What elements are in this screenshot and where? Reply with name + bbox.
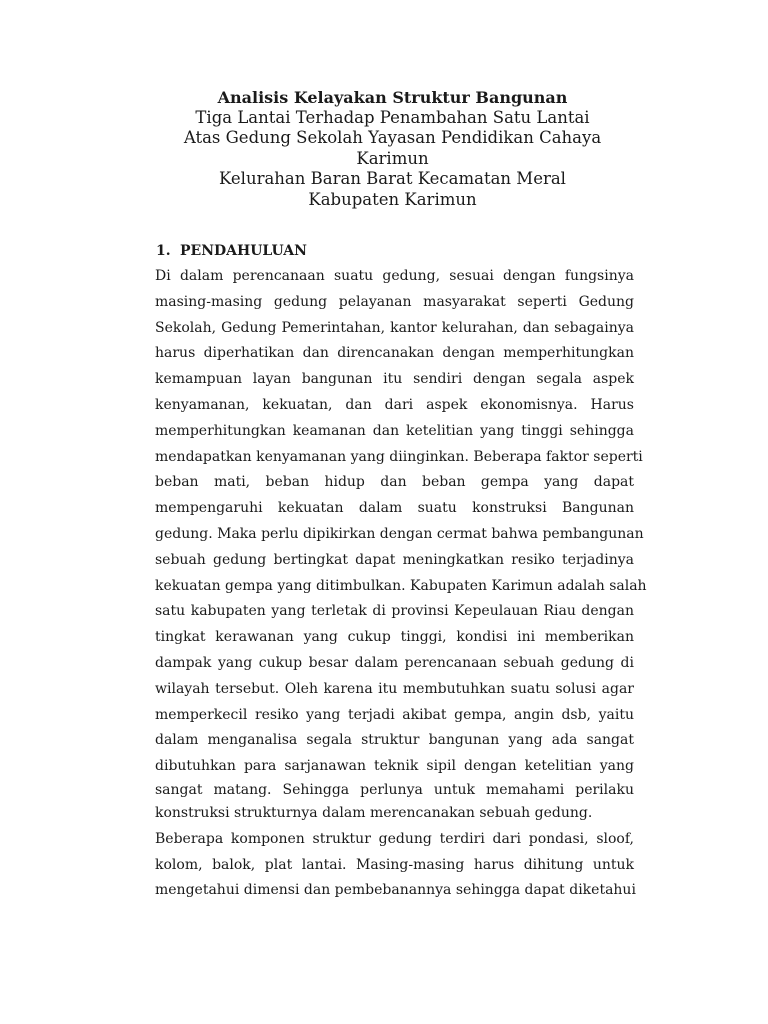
text-line: dampak yang cukup besar dalam perencanaan sebuah gedung di <box>155 654 634 671</box>
text-line: sangat matang. Sehingga perlunya untuk memahami perilaku <box>155 781 634 798</box>
text-line: kemampuan layan bangunan itu sendiri dengan segala aspek <box>155 371 634 388</box>
text-line: Di dalam perencanaan suatu gedung, sesuai dengan fungsinya <box>155 268 634 284</box>
text-line: masing-masing gedung pelayanan masyarakat seperti Gedung <box>155 293 634 310</box>
text-line: Sekolah, Gedung Pemerintahan, kantor kelurahan, dan sebagainya <box>155 319 634 336</box>
section-title: PENDAHULUAN <box>180 243 307 259</box>
subtitle-line: Karimun <box>356 148 429 168</box>
text-line: gedung. Maka perlu dipikirkan dengan cermat bahwa pembangunan <box>155 525 644 542</box>
text-line: konstruksi strukturnya dalam merencanakan sebuah gedung. <box>155 804 593 821</box>
text-line: dibutuhkan para sarjanawan teknik sipil dengan ketelitian yang <box>155 758 634 775</box>
title-block <box>150 88 635 210</box>
text-line: wilayah tersebut. Oleh karena itu membutuhkan suatu solusi agar <box>155 680 634 697</box>
section-heading <box>156 242 307 260</box>
text-line: memperkecil resiko yang terjadi akibat gempa, angin dsb, yaitu <box>155 706 634 723</box>
text-line: kolom, balok, plat lantai. Masing-masing harus dihitung untuk <box>155 856 634 873</box>
text-line: sebuah gedung bertingkat dapat meningkatkan resiko terjadinya <box>155 551 634 568</box>
text-line: dalam menganalisa segala struktur bangunan yang ada sangat <box>155 732 634 749</box>
text-line: tingkat kerawanan yang cukup tinggi, kondisi ini memberikan <box>155 629 634 646</box>
subtitle-line: Atas Gedung Sekolah Yayasan Pendidikan Cahaya <box>183 128 602 148</box>
text-line: satu kabupaten yang terletak di provinsi Kepeulauan Riau dengan <box>155 603 634 620</box>
text-line: memperhitungkan keamanan dan ketelitian yang tinggi sehingga <box>155 422 634 439</box>
text-line: Beberapa komponen struktur gedung terdiri dari pondasi, sloof, <box>155 830 634 847</box>
text-line: mempengaruhi kekuatan dalam suatu konstruksi Bangunan <box>155 500 634 517</box>
text-line: mengetahui dimensi dan pembebanannya sehingga dapat diketahui <box>155 882 636 899</box>
subtitle-line: Kabupaten Karimun <box>308 189 477 209</box>
text-line: mendapatkan kenyamanan yang diinginkan. Beberapa faktor seperti <box>155 448 643 465</box>
body-paragraph <box>155 264 647 904</box>
text-line: kekuatan gempa yang ditimbulkan. Kabupaten Karimun adalah salah <box>155 577 647 594</box>
subtitle-line: Tiga Lantai Terhadap Penambahan Satu Lantai <box>195 108 590 127</box>
section-number: 1. <box>156 243 171 259</box>
text-line: kenyamanan, kekuatan, dan dari aspek ekonomisnya. Harus <box>155 396 634 413</box>
document-title: Analisis Kelayakan Struktur Bangunan <box>217 88 568 107</box>
text-line: beban mati, beban hidup dan beban gempa yang dapat <box>155 474 634 491</box>
subtitle-line: Kelurahan Baran Barat Kecamatan Meral <box>219 169 566 189</box>
text-line: harus diperhatikan dan direncanakan dengan memperhitungkan <box>155 345 634 362</box>
